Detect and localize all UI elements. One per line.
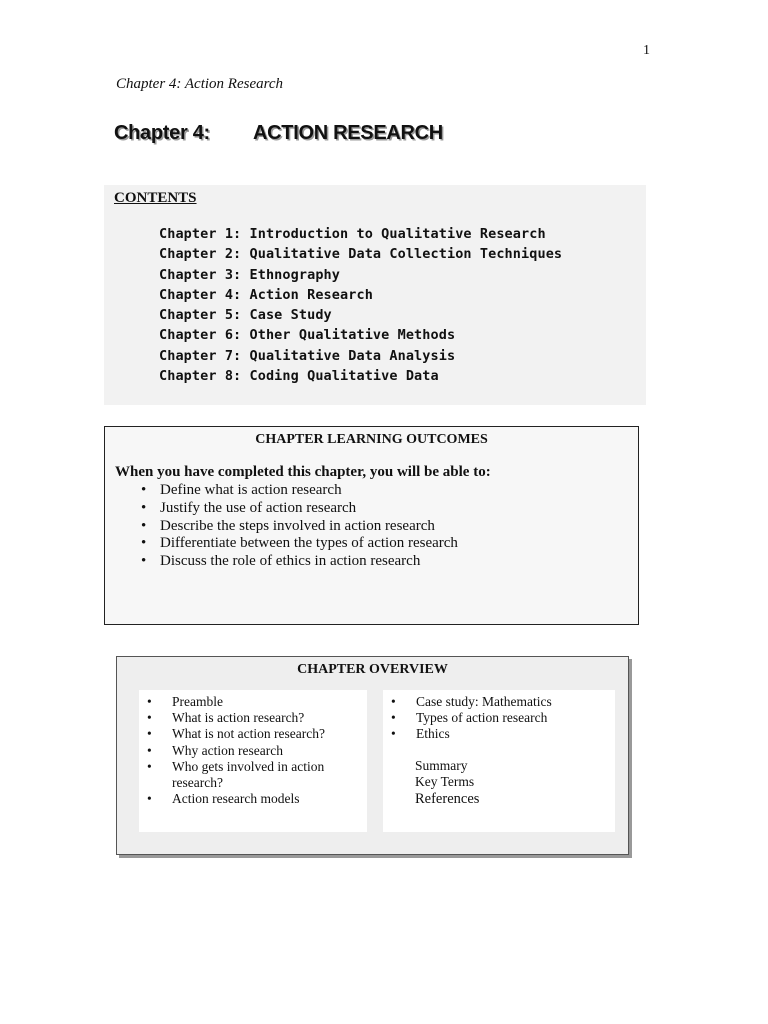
overview-right-list: [383, 694, 598, 743]
overview-left-column: [139, 690, 367, 832]
learning-outcomes-list: [115, 482, 615, 571]
outcome-item: • Discuss the role of ethics in action research: [115, 553, 615, 571]
overview-right-column: [383, 690, 615, 832]
overview-extras: [415, 758, 479, 807]
learning-outcomes-box: [104, 426, 639, 625]
overview-item: • Who gets involved in action research?: [139, 759, 354, 791]
outcome-item: • Justify the use of action research: [115, 500, 615, 518]
outcome-item: • Define what is action research: [115, 482, 615, 500]
chapter-overview-box: [116, 656, 629, 855]
overview-item: • Why action research: [139, 743, 354, 759]
chapter-number: Chapter 4:: [114, 122, 210, 144]
contents-list: [159, 224, 562, 386]
contents-heading: CONTENTS: [114, 190, 197, 206]
contents-item: Chapter 8: Coding Qualitative Data: [159, 368, 439, 385]
overview-item: • Ethics: [383, 726, 598, 742]
overview-item: • What is action research?: [139, 710, 354, 726]
learning-outcomes-intro: When you have completed this chapter, you will be able to:: [115, 464, 491, 480]
overview-references: References: [415, 791, 480, 807]
overview-item: • Case study: Mathematics: [383, 694, 598, 710]
overview-key-terms: Key Terms: [415, 774, 475, 789]
contents-item: Chapter 2: Qualitative Data Collection Techniques: [159, 246, 563, 263]
contents-item: Chapter 3: Ethnography: [159, 266, 341, 283]
contents-item: Chapter 1: Introduction to Qualitative Research: [159, 226, 546, 242]
overview-item: • Action research models: [139, 791, 354, 807]
outcome-item: • Describe the steps involved in action research: [115, 518, 615, 536]
contents-item: Chapter 7: Qualitative Data Analysis: [159, 347, 456, 364]
contents-item: Chapter 4: Action Research: [159, 286, 373, 303]
overview-item: • What is not action research?: [139, 726, 354, 742]
contents-item: Chapter 6: Other Qualitative Methods: [159, 327, 456, 344]
overview-item: • Preamble: [139, 694, 354, 710]
running-header: Chapter 4: Action Research: [116, 76, 284, 92]
overview-summary: Summary: [415, 758, 468, 773]
page-number: 1: [643, 43, 650, 58]
learning-outcomes-heading: CHAPTER LEARNING OUTCOMES: [255, 432, 488, 447]
overview-item: • Types of action research: [383, 710, 598, 726]
outcome-item: • Differentiate between the types of action research: [115, 535, 615, 553]
chapter-name: ACTION RESEARCH: [253, 122, 443, 144]
overview-left-list: [139, 694, 354, 807]
contents-box: [104, 185, 646, 405]
contents-item: Chapter 5: Case Study: [159, 307, 332, 324]
chapter-title: [114, 122, 443, 145]
chapter-overview-heading: CHAPTER OVERVIEW: [297, 662, 448, 677]
